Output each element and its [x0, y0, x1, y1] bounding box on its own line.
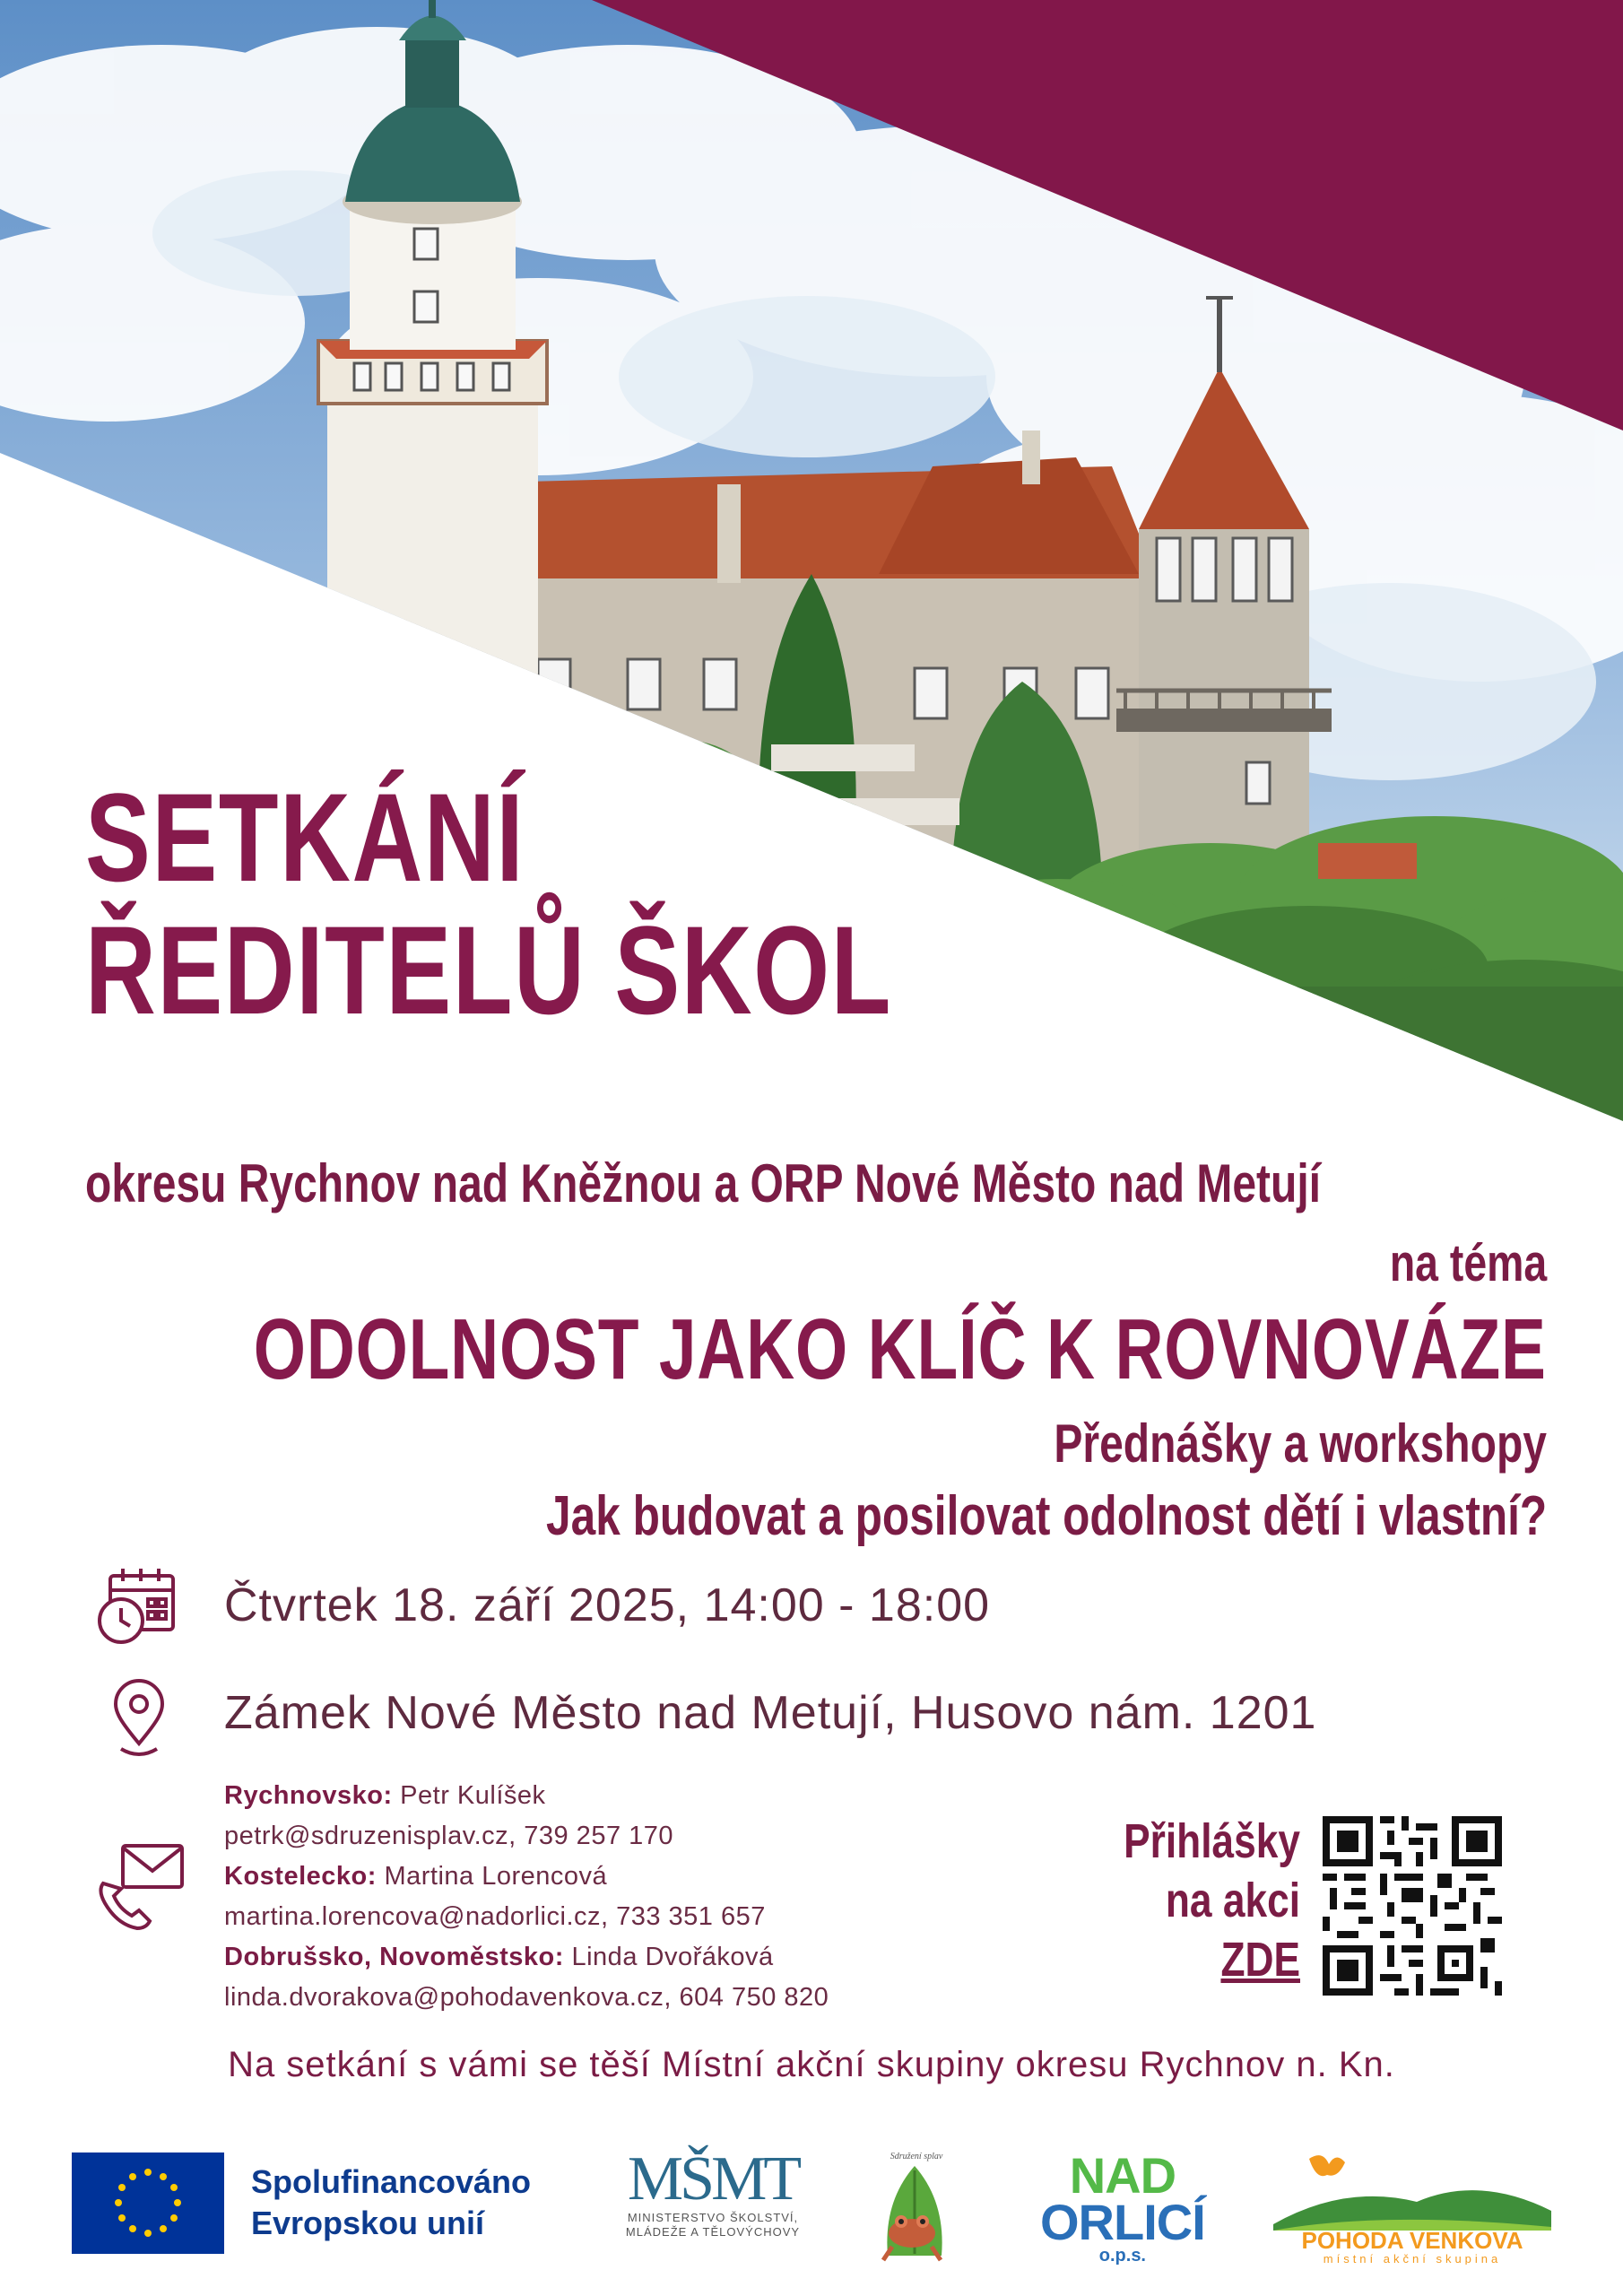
contacts-list [224, 1776, 829, 2018]
contact-name: Martina Lorencová [384, 1862, 608, 1891]
pohoda-venkova-logo [1273, 2148, 1551, 2265]
partner-logos [0, 2135, 1623, 2278]
pohoda-line-1: POHODA VENKOVA [1301, 2227, 1523, 2254]
nad-line-2: ORLICÍ [1040, 2194, 1205, 2250]
contact-details: petrk@sdruzenisplav.cz, 739 257 170 [224, 1822, 674, 1850]
corner-band [0, 0, 1623, 448]
lectures-label: Přednášky a workshopy [1054, 1413, 1547, 1474]
contact-name-line [224, 1776, 829, 1816]
event-theme: ODOLNOST JAKO KLÍČ K ROVNOVÁZE [253, 1301, 1547, 1397]
title-line-1: SETKÁNÍ [85, 767, 525, 908]
contact-name-line [224, 1937, 829, 1978]
msmt-caption-1: MINISTERSTVO ŠKOLSTVÍ, [627, 2211, 799, 2224]
frog-logo [874, 2148, 959, 2265]
event-subtitle: okresu Rychnov nad Kněžnou a ORP Nové Město nad Metují [85, 1153, 1322, 1213]
contact-name: Linda Dvořáková [571, 1943, 774, 1971]
contact-details: linda.dvorakova@pohodavenkova.cz, 604 750 820 [224, 1983, 829, 2012]
msmt-caption-2: MLÁDEŽE A TĚLOVÝCHOVY [625, 2225, 801, 2239]
eu-cofinancing-text [251, 2161, 531, 2244]
location-pin-icon [103, 1677, 184, 1758]
registration-link[interactable]: ZDE [1220, 1933, 1300, 1987]
contact-region: Rychnovsko: [224, 1781, 393, 1810]
event-date-time: Čtvrtek 18. září 2025, 14:00 - 18:00 [224, 1579, 991, 1631]
registration-line-2: na akci [1165, 1874, 1300, 1927]
pohoda-line-2: místní akční skupina [1323, 2252, 1502, 2265]
event-place: Zámek Nové Město nad Metují, Husovo nám. 1201 [224, 1687, 1317, 1739]
mail-phone-icon [94, 1839, 188, 1933]
frog-caption: Sdružení splav [890, 2152, 943, 2161]
nad-line-1: NAD [1069, 2147, 1176, 2204]
qr-code[interactable] [1323, 1816, 1502, 1996]
eu-flag-logo [72, 2152, 224, 2254]
contact-details: martina.lorencova@nadorlici.cz, 733 351 657 [224, 1902, 766, 1931]
registration-line-1: Přihlášky [1124, 1814, 1300, 1868]
event-title [85, 767, 892, 1040]
contact-name: Petr Kulíšek [400, 1781, 546, 1810]
title-line-2: ŘEDITELŮ ŠKOL [85, 900, 892, 1040]
theme-question: Jak budovat a posilovat odolnost dětí i vlastní? [545, 1485, 1547, 1547]
na-tema-label: na téma [1389, 1234, 1547, 1292]
registration-block [1116, 1812, 1300, 1989]
contact-region: Kostelecko: [224, 1862, 377, 1891]
msmt-mark: MŠMT [627, 2144, 799, 2213]
footer-note: Na setkání s vámi se těší Místní akční skupiny okresu Rychnov n. Kn. [228, 2045, 1395, 2084]
eu-line-1: Spolufinancováno [251, 2163, 532, 2200]
contact-region: Dobrušsko, Novoměstsko: [224, 1943, 564, 1971]
calendar-clock-icon [94, 1565, 175, 1646]
nad-line-3: o.p.s. [1098, 2246, 1146, 2266]
eu-line-2: Evropskou unií [251, 2205, 485, 2241]
nad-orlici-logo [1040, 2147, 1205, 2266]
msmt-logo [601, 2144, 825, 2239]
contact-name-line [224, 1857, 829, 1897]
